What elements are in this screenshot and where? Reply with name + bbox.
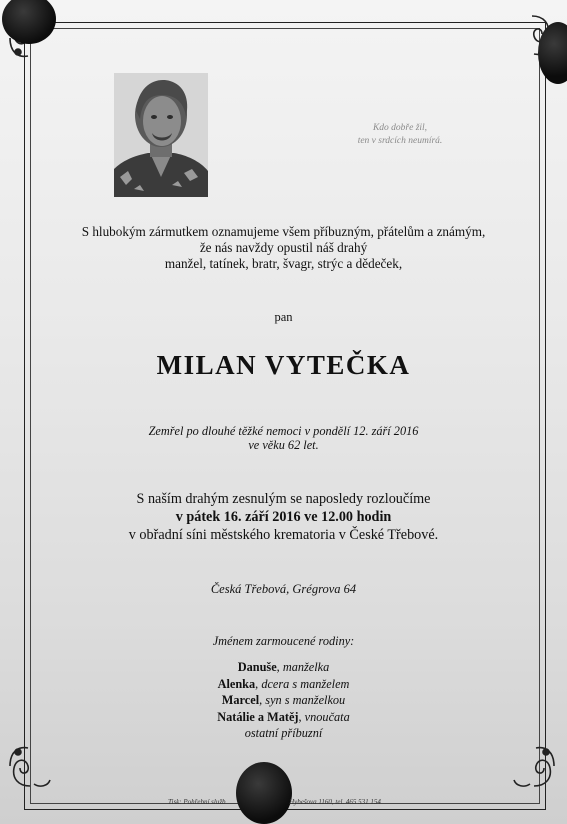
family-member-relation: dcera s manželem [261, 676, 350, 691]
family-member-relation: syn s manželkou [265, 693, 346, 707]
funeral-venue: v obřadní síni městského krematoria v České Třebové. [128, 527, 439, 543]
ornament-bottom-left-icon [4, 740, 56, 792]
memorial-quote [330, 122, 470, 148]
intro-line-2: že nás navždy opustil náš drahý [199, 240, 368, 255]
family-member: Marcel, syn s manželkou [221, 693, 346, 707]
quote-line-1: Kdo dobře žil, [372, 123, 428, 133]
death-notice-line-1: Zemřel po dlouhé těžké nemoci v pondělí 12. září 2016 [148, 424, 419, 438]
deceased-name: MILAN VYTEČKA [156, 350, 411, 380]
ornament-bottom-right-icon [508, 740, 560, 792]
footer-left: Tisk: Pohřební služb [168, 798, 226, 806]
footer-right: Hybešova 1160, tel. 465 531 154 [289, 798, 381, 806]
family-list [0, 659, 567, 742]
announcement-intro [0, 224, 567, 272]
death-notice-line-2: ve věku 62 let. [248, 438, 319, 452]
family-address: Česká Třebová, Grégrova 64 [210, 582, 357, 596]
family-heading: Jménem zarmoucené rodiny: [212, 634, 355, 648]
family-member-name: Danuše [237, 660, 277, 674]
funeral-info [0, 490, 567, 544]
family-member-relation: manželka [282, 660, 330, 674]
quote-line-2: ten v srdcích neumírá. [357, 136, 443, 146]
family-member-relation: vnoučata [304, 709, 350, 724]
funeral-date-time: v pátek 16. září 2016 ve 12.00 hodin [175, 509, 392, 525]
portrait-photo [114, 73, 208, 197]
family-member-name: Natálie a Matěj [217, 709, 299, 724]
death-notice [0, 424, 567, 452]
funeral-line-1: S naším drahým zesnulým se naposledy rozloučíme [136, 491, 431, 507]
family-member-name: Marcel [221, 693, 260, 707]
family-member: Alenka, dcera s manželem [217, 676, 350, 691]
other-relatives: ostatní příbuzní [244, 726, 323, 740]
intro-line-3: manžel, tatínek, bratr, švagr, strýc a dědeček, [164, 256, 403, 271]
intro-line-1: S hlubokým zármutkem oznamujeme všem příbuzným, přátelům a známým, [81, 224, 486, 239]
family-member-name: Alenka [217, 676, 256, 691]
salutation: pan [274, 310, 293, 324]
family-member: Natálie a Matěj, vnoučata [217, 709, 350, 724]
printer-footer [168, 798, 418, 806]
pin-bottom-icon [236, 762, 292, 824]
family-member: Danuše, manželka [237, 660, 330, 674]
